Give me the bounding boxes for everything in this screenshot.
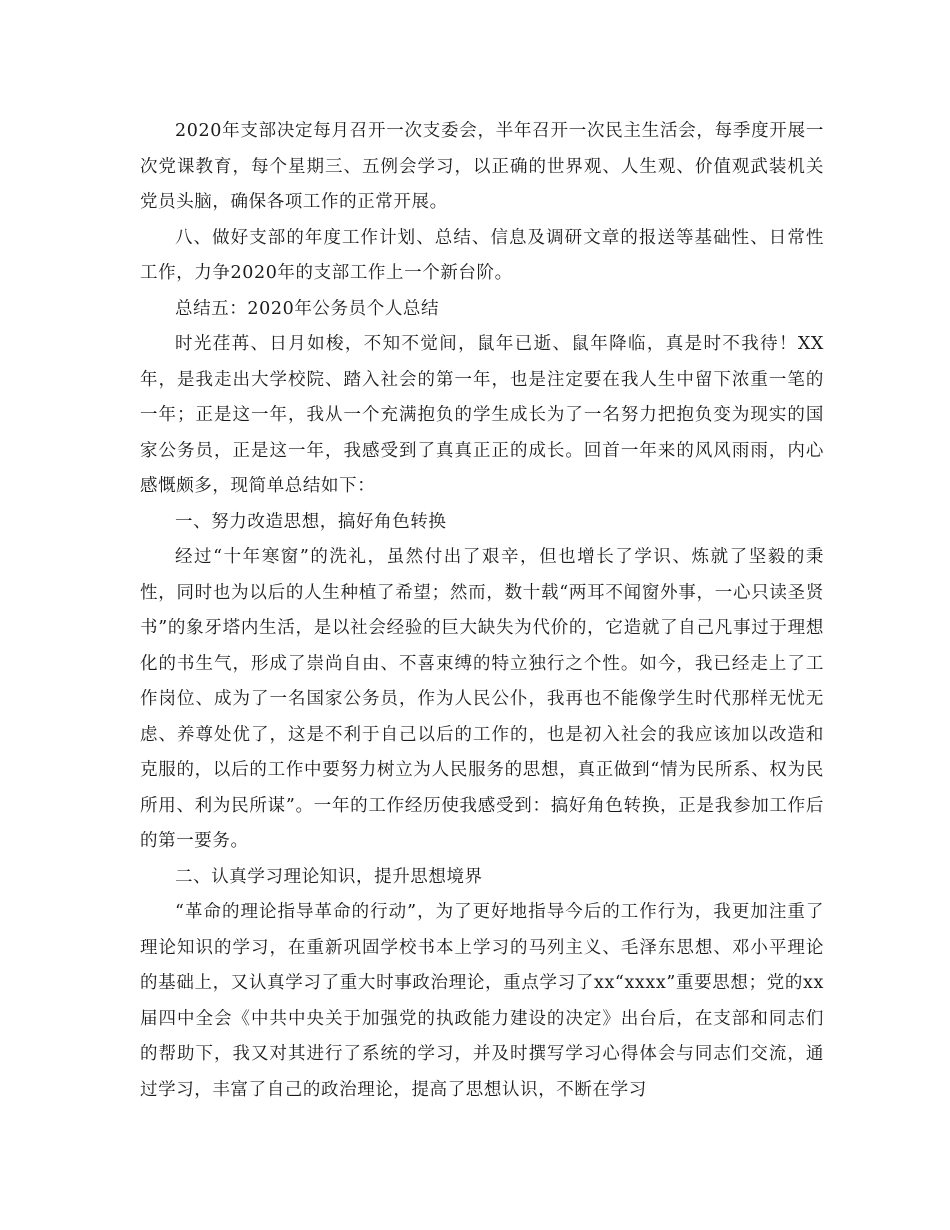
heading-part-two: 二、认真学习理论知识，提升思想境界 [175, 866, 483, 887]
heading-part-one: 一、努力改造思想，搞好角色转换 [175, 511, 447, 532]
paragraph-part-two: “革命的理论指导革命的行动”，为了更好地指导今后的工作行为，我更加注重了理论知识的学习，在重新巩固学校书本上学习的马列主义、毛泽东思想、邓小平理论的基础上，又认真学习了重大时事政治理论，重点学习了xx“xxxx”重要思想；党的xx届四中全会《中共中央关于加强党的执政能力建设的决定》出台后，在支部和同志们的帮助下，我又对其进行了系统的学习，并及时撰写学习心得体会与同志们交流，通过学习，丰富了自己的政治理论，提高了思想认识，不断在学习 [140, 902, 824, 1100]
paragraph-part-one: 经过“十年寒窗”的洗礼，虽然付出了艰辛，但也增长了学识、炼就了坚毅的秉性，同时也为以后的人生种植了希望；然而，数十载“两耳不闻窗外事，一心只读圣贤书”的象牙塔内生活，是以社会经验的巨大缺失为代价的，它造就了自己凡事过于理想化的书生气，形成了崇尚自由、不喜束缚的特立独行之个性。如今，我已经走上了工作岗位、成为了一名国家公务员，作为人民公仆，我再也不能像学生时代那样无忧无虑、养尊处优了，这是不利于自己以后的工作的，也是初入社会的我应该加以改造和克服的，以后的工作中要努力树立为人民服务的思想，真正做到“情为民所系、权为民所用、利为民所谋”。一年的工作经历使我感受到：搞好角色转换，正是我参加工作后的第一要务。 [140, 547, 824, 851]
section-title-summary-five: 总结五：2020年公务员个人总结 [175, 298, 440, 319]
paragraph-branch-meetings: 2020年支部决定每月召开一次支委会，半年召开一次民主生活会，每季度开展一次党课教育，每个星期三、五例会学习，以正确的世界观、人生观、价值观武装机关党员头脑，确保各项工作的正常开展。 [140, 121, 824, 212]
paragraph-item-eight: 八、做好支部的年度工作计划、总结、信息及调研文章的报送等基础性、日常性工作，力争2020年的支部工作上一个新台阶。 [140, 227, 824, 283]
document-body [140, 114, 824, 1108]
paragraph-intro: 时光荏苒、日月如梭，不知不觉间，鼠年已逝、鼠年降临，真是时不我待！XX年，是我走出大学校院、踏入社会的第一年，也是注定要在我人生中留下浓重一笔的一年；正是这一年，我从一个充满抱负的学生成长为了一名努力把抱负变为现实的国家公务员，正是这一年，我感受到了真真正正的成长。回首一年来的风风雨雨，内心感慨颇多，现简单总结如下： [140, 334, 824, 496]
